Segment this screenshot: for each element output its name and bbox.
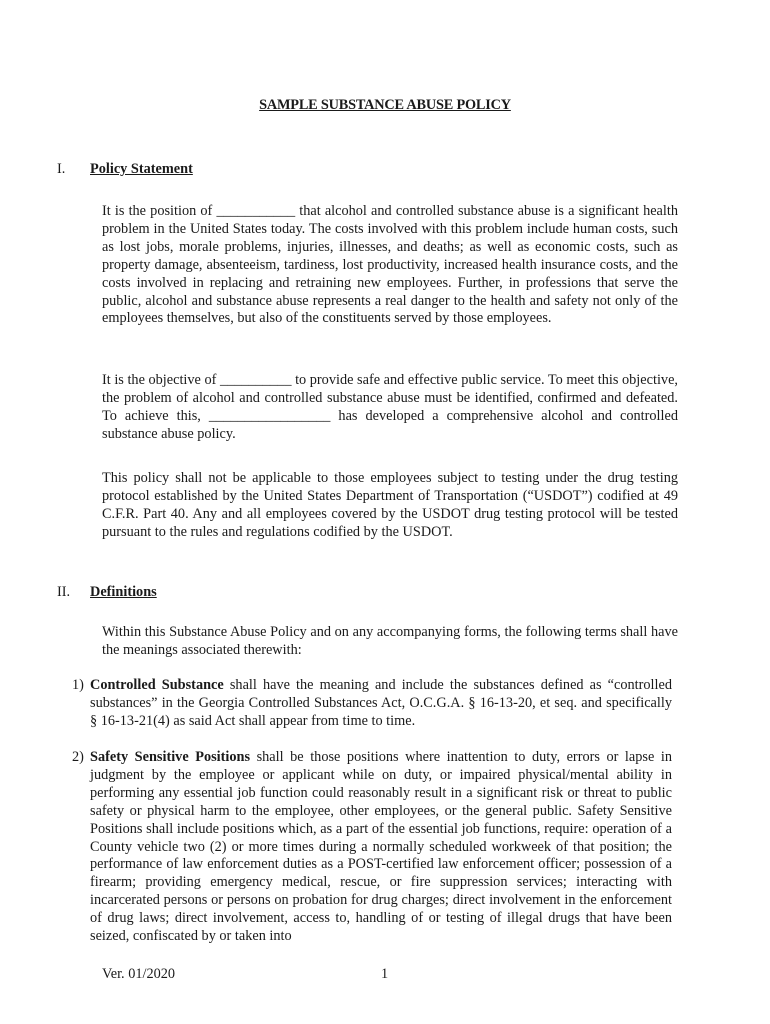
list-item-number: 2) bbox=[72, 749, 84, 765]
paragraph: This policy shall not be applicable to those employees subject to testing under the drug testing protocol established by the United States Department of Transportation (“USDOT”) codified at 49 C.F.R. Part 40. Any and all employees covered by the USDOT drug testing protocol will be tested pursuant to the rules and regulations codified by the USDOT. bbox=[102, 470, 678, 540]
version-label: Ver. 01/2020 bbox=[102, 966, 176, 982]
section-number: I. bbox=[57, 161, 66, 177]
section-heading: Definitions bbox=[90, 584, 157, 600]
definition-text: shall be those positions where inattention to duty, errors or lapse in judgment by the employee or applicant while on duty, or impaired physical/mental ability in performing any essential job function could reasonably result in a significant risk or threat to public safety or physical harm to the employee, other employees, or the general public. Safety Sensitive Positions shall include positions which, as a part of the essential job functions, require: operation of a County vehicle two (2) or more times during a normally scheduled workweek of that position; the performance of law enforcement duties as a POST-certified law enforcement officer; possession of a firearm; providing emergency medical, rescue, or fire suppression services; interacting with incarcerated persons or persons on probation for drug charges; direct involvement in the enforcement of drug laws; direct involvement, access to, handling of or testing of illegal drugs that have been seized, confiscated by or taken into bbox=[90, 749, 672, 945]
definition-item bbox=[90, 677, 672, 731]
list-item-number: 1) bbox=[72, 677, 84, 693]
paragraph: It is the position of ___________ that alcohol and controlled substance abuse is a significant health problem in the United States today. The costs involved with this problem include human costs, such as lost jobs, morale problems, injuries, illnesses, and deaths; as well as economic costs, such as property damage, absenteeism, tardiness, lost productivity, increased health insurance costs, and the costs involved in replacing and retraining new employees. Further, in professions that serve the public, alcohol and substance abuse represents a real danger to the health and safety not only of the employees themselves, but also of the constituents served by those employees. bbox=[102, 203, 678, 327]
section-number: II. bbox=[57, 584, 71, 600]
paragraph: Within this Substance Abuse Policy and on any accompanying forms, the following terms shall have the meanings associated therewith: bbox=[102, 624, 678, 658]
definition-item bbox=[90, 749, 672, 946]
definition-term: Controlled Substance bbox=[90, 677, 224, 693]
document-title: SAMPLE SUBSTANCE ABUSE POLICY bbox=[259, 97, 511, 113]
definition-text: shall have the meaning and include the substances defined as “controlled substances” in the Georgia Controlled Substances Act, O.C.G.A. § 16-13-20, et seq. and specifically § 16-13-21(4) as said Act shall appear from time to time. bbox=[90, 677, 672, 729]
section-heading: Policy Statement bbox=[90, 161, 193, 177]
definition-term: Safety Sensitive Positions bbox=[90, 749, 251, 765]
page-number: 1 bbox=[381, 966, 389, 982]
paragraph: It is the objective of __________ to provide safe and effective public service. To meet this objective, the problem of alcohol and controlled substance abuse must be identified, confirmed and defeated. To achieve this, _________________ has developed a comprehensive alcohol and controlled substance abuse policy. bbox=[102, 372, 678, 442]
